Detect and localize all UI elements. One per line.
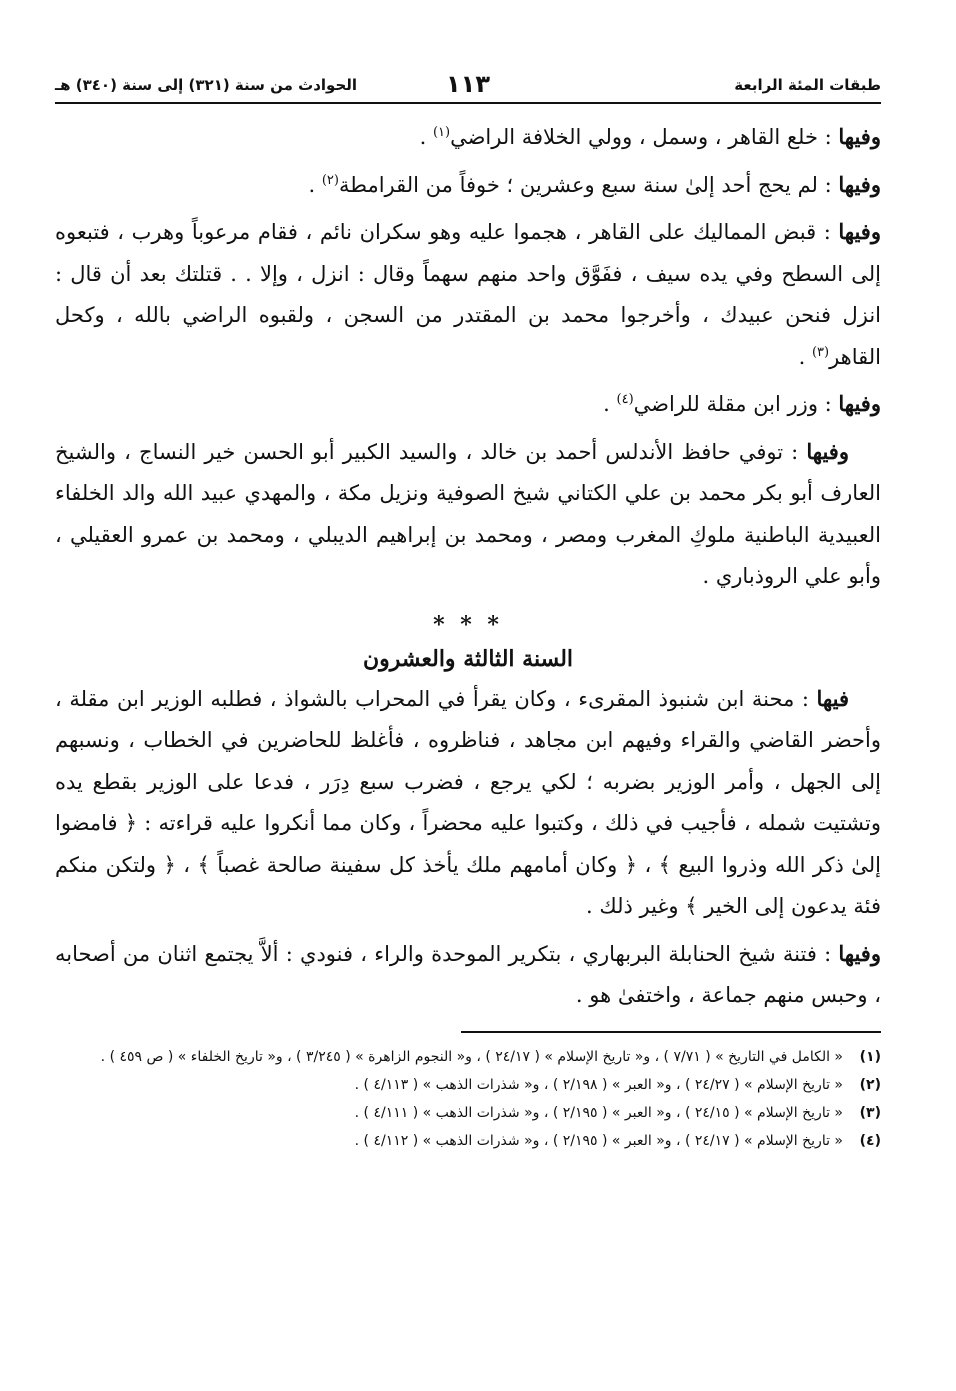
paragraph-lead: وفيها: [838, 391, 881, 416]
paragraph-text: : توفي حافظ الأندلس أحمد بن خالد ، والسيد الكبير أبو الحسن خير النساج ، والشيخ العارف أبو بكر محمد بن علي الكتاني شيخ الصوفية ونزيل مكة ، والمهدي عبيد الله والد الخلفاء العبيدية الباطنية ملوكِ المغرب ومصر ، ومحمد بن إبراهيم الديبلي ، ومحمد بن عمرو العقيلي ، وأبو علي الروذباري .: [55, 439, 881, 588]
section-separator: * * *: [433, 611, 503, 638]
paragraph-text: : لم يحج أحد إلىٰ سنة سبع وعشرين ؛ خوفاً من القرامطة: [338, 172, 839, 197]
footnote-ref: (٤): [616, 392, 634, 407]
paragraph-5: [55, 431, 881, 598]
paragraph-text: : محنة ابن شنبوذ المقرىء ، وكان يقرأ في المحراب بالشواذ ، فطلبه الوزير ابن مقلة ، وأحضر القاضي والقراء وفيهم ابن مجاهد ، فناظروه ، فأغلظ للحاضرين في الخطاب ، ونسبهم إلى الجهل ، وأمر الوزير بضربه ؛ لكي يرجع ، فضرب سبع دِرَر ، فدعا على الوزير بقطع يده وتشتيت شمله ، فأجيب في ذلك ، وكتبوا عليه محضراً ، وكان مما أنكروا عليه قراءته : ﴿ فامضوا إلىٰ ذكر الله وذروا البيع ﴾ ، ﴿ وكان أمامهم ملك يأخذ كل سفينة صالحة غصباً ﴾ ، ﴿ ولتكن منكم فئة يدعون إلى الخير ﴾ وغير ذلك .: [55, 686, 881, 918]
footnote-number: (٢): [859, 1076, 881, 1093]
paragraph-4: [55, 383, 881, 426]
footnote-number: (٣): [859, 1104, 881, 1121]
paragraph-tail: .: [798, 344, 812, 369]
footnotes: [55, 1043, 881, 1155]
paragraph-tail: .: [419, 125, 433, 149]
paragraph-1: [55, 116, 881, 159]
footnote-text: « الكامل في التاريخ » ( ٧/٧١ ) ، و« تاريخ الإسلام » ( ٢٤/١٧ ) ، و« النجوم الزاهرة » ( ٣/٢٤٥ ) ، و« تاريخ الخلفاء » ( ص ٤٥٩ ) .: [100, 1048, 843, 1065]
section-title: السنة الثالثة والعشرون: [362, 645, 574, 672]
footnote-ref: (٣): [811, 344, 830, 360]
paragraph-lead: وفيها: [838, 124, 881, 149]
section-paragraph-1: [55, 678, 881, 928]
paragraph-text: : وزر ابن مقلة للراضي: [633, 392, 839, 416]
paragraph-text: : خلع القاهر ، وسمل ، وولي الخلافة الراضي: [450, 125, 839, 149]
paragraph-lead: وفيها: [838, 171, 881, 197]
chapter-title: الحوادث من سنة (٣٢١) إلى سنة (٣٤٠) هـ: [55, 76, 358, 94]
footnote-text: « تاريخ الإسلام » ( ٢٤/١٧ ) ، و« العبر » ( ٢/١٩٥ ) ، و« شذرات الذهب » ( ٤/١١٢ ) .: [354, 1132, 843, 1149]
paragraph-lead: فيها: [816, 685, 849, 711]
footnote-number: (٤): [859, 1132, 881, 1149]
footnote-ref: (١): [432, 125, 451, 140]
header-rule: [55, 102, 881, 104]
footnote-3: [55, 1099, 881, 1127]
footnote-4: [55, 1127, 881, 1155]
paragraph-lead: وفيها: [838, 219, 881, 244]
book-title: طبقات المئة الرابعة: [734, 76, 881, 94]
footnote-1: [55, 1043, 881, 1071]
paragraph-tail: .: [308, 172, 322, 197]
paragraph-lead: وفيها: [806, 438, 849, 464]
footnote-number: (١): [859, 1048, 881, 1065]
paragraph-tail: .: [603, 392, 617, 416]
footnote-rule: [461, 1031, 881, 1033]
footnote-text: « تاريخ الإسلام » ( ٢٤/٢٧ ) ، و« العبر » ( ٢/١٩٨ ) ، و« شذرات الذهب » ( ٤/١١٣ ) .: [354, 1076, 843, 1093]
book-page: [55, 70, 881, 1155]
paragraph-3: [55, 211, 881, 378]
paragraph-lead: وفيها: [838, 940, 881, 966]
paragraph-2: [55, 164, 881, 207]
paragraph-text: : فتنة شيخ الحنابلة البربهاري ، بتكرير الموحدة والراء ، فنودي : ألاَّ يجتمع اثنان من أصحابه ، وحبس منهم جماعة ، واختفىٰ هو .: [55, 941, 881, 1007]
footnote-2: [55, 1071, 881, 1099]
running-header: [55, 70, 881, 100]
footnote-ref: (٢): [321, 172, 339, 188]
page-number: ١١٣: [446, 70, 490, 98]
footnote-text: « تاريخ الإسلام » ( ٢٤/١٥ ) ، و« العبر » ( ٢/١٩٥ ) ، و« شذرات الذهب » ( ٤/١١١ ) .: [354, 1104, 843, 1121]
paragraph-text: : قبض المماليك على القاهر ، هجموا عليه وهو سكران نائم ، فقام مرعوباً وهرب ، فتبعوه إلى السطح وفي يده سيف ، ففَوَّق واحد منهم سهماً وقال : انزل ، وإلا . . قتلتك بعد أن قال : انزل فنحن عبيدك ، وأخرجوا محمد بن المقتدر من السجن ، ولقبوه الراضي بالله ، وكحل القاهر: [55, 220, 881, 369]
section-paragraph-2: [55, 933, 881, 1017]
